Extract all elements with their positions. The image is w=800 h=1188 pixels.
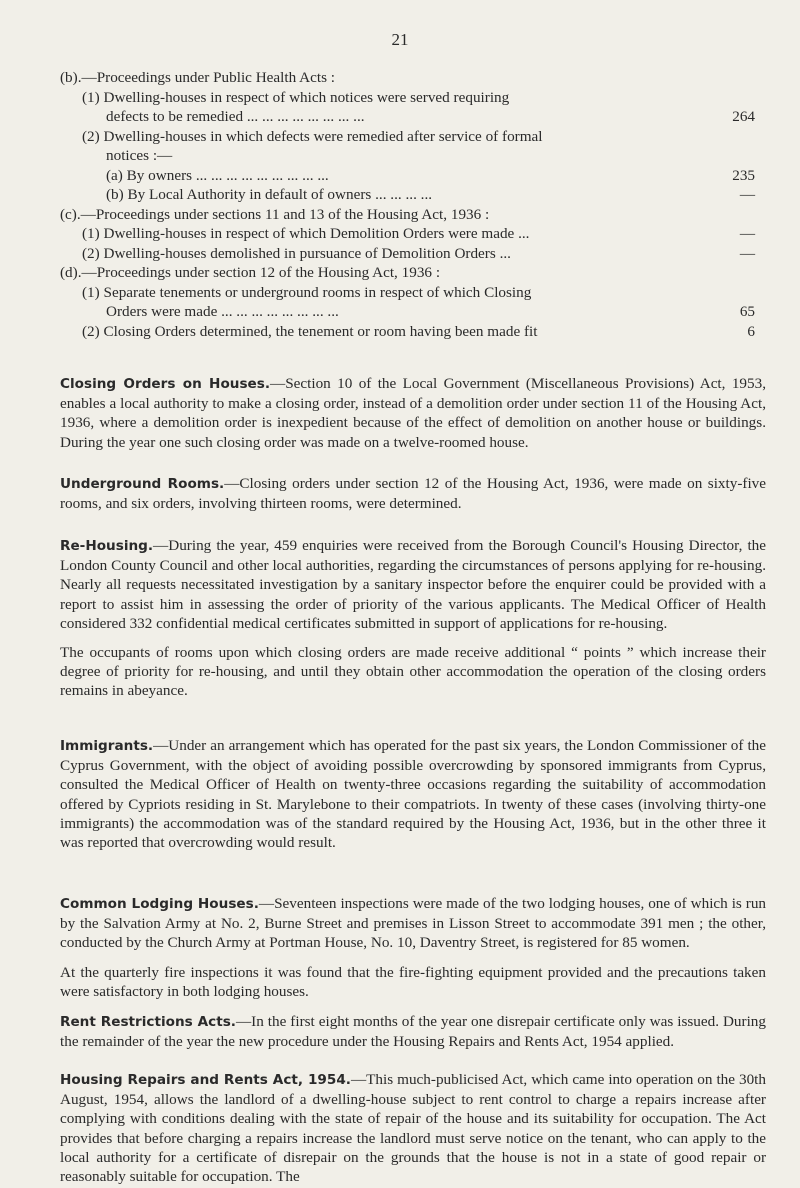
proceedings-line	[60, 283, 755, 303]
paragraph	[60, 374, 766, 452]
section-heading: Common Lodging Houses.	[60, 896, 259, 912]
line-value: 6	[747, 322, 755, 340]
line-text: (2) Dwelling-houses in which defects were remedied after service of formal	[82, 127, 543, 145]
section-heading: Housing Repairs and Rents Act, 1954.	[60, 1072, 351, 1088]
section-heading: Re-Housing.	[60, 538, 154, 554]
proceedings-line	[60, 68, 755, 88]
section-housing-repairs-act	[60, 1070, 766, 1186]
proceedings-line	[60, 185, 755, 205]
line-text: (1) Separate tenements or underground rooms in respect of which Closing	[82, 283, 532, 301]
section-heading: Underground Rooms.	[60, 476, 225, 492]
section-heading: Rent Restrictions Acts.	[60, 1014, 236, 1030]
paragraph	[60, 474, 766, 513]
paragraph-text: —Closing orders under section 12 of the Housing Act, 1936, were made on sixty-five rooms, and six orders, involving thirteen rooms, were determined.	[60, 475, 766, 513]
section-heading: Closing Orders on Houses.	[60, 376, 271, 392]
line-value: 235	[732, 166, 755, 184]
line-text: defects to be remedied ... ... ... ... ... ... ... ...	[106, 108, 365, 125]
line-text: notices :—	[106, 147, 173, 164]
proceedings-line	[60, 107, 755, 127]
section-heading: Immigrants.	[60, 738, 154, 754]
paragraph	[60, 736, 766, 852]
section-underground-rooms	[60, 474, 766, 513]
line-text: (2) Closing Orders determined, the tenement or room having been made fit	[82, 322, 538, 340]
line-value: —	[739, 225, 755, 242]
line-value: —	[739, 244, 755, 262]
section-rent-restrictions	[60, 1012, 766, 1051]
paragraph-text: —This much-publicised Act, which came into operation on the 30th August, 1954, allows the landlord of a dwelling-house subject to rent control to charge a repairs increase after complying with conditions dealing with the state of repair of the house and its suitability for occupation. The Act provides that before charging a repairs increase the landlord must serve notice on the tenant, who can apply to the local authority for a certificate of disrepair on the grounds that the house is not in a state of good repair or reasonably suitable for occupation. The	[60, 1071, 766, 1186]
proceedings-line	[60, 166, 755, 186]
line-text: (1) Dwelling-houses in respect of which notices were served requiring	[82, 88, 510, 106]
proceedings-line	[60, 244, 755, 264]
proceedings-line	[60, 224, 755, 244]
paragraph-text: —Under an arrangement which has operated for the past six years, the London Commissioner of the Cyprus Government, with the object of avoiding possible overcrowding by sponsored immigrants from Cyprus, consulted the Medical Officer of Health on twenty-three occasions regarding the suitability of accommodation offered by Cypriots residing in St. Marylebone to their compatriots. In twenty of these cases (involving thirty-one immigrants) the accommodation was of the standard required by the Housing Act, 1936, but in the other three it was reported that overcrowding would result.	[60, 737, 766, 852]
page-number: 21	[391, 30, 409, 49]
line-text: Orders were made ... ... ... ... ... ... ... ...	[106, 303, 339, 320]
paragraph-text: —Section 10 of the Local Government (Miscellaneous Provisions) Act, 1953, enables a local authority to make a closing order, instead of a demolition order under section 11 of the Housing Act, 1936, where a demolition order is inexpedient because of the effect of demolition on another house or buildings. During the year one such closing order was made on a twelve-roomed house.	[60, 375, 766, 451]
paragraph-text: —In the first eight months of the year one disrepair certificate only was issued. During the remainder of the year the new procedure under the Housing Repairs and Rents Act, 1954 applied.	[60, 1013, 766, 1051]
proceedings-line	[60, 205, 755, 225]
paragraph: At the quarterly fire inspections it was found that the fire-fighting equipment provided and the precautions taken were satisfactory in both lodging houses.	[60, 963, 766, 1000]
line-text: (2) Dwelling-houses demolished in pursuance of Demolition Orders ...	[82, 244, 511, 262]
line-value: 264	[732, 108, 755, 125]
paragraph	[60, 894, 766, 953]
paragraph: The occupants of rooms upon which closing orders are made receive additional “ points ” which increase their degree of priority for re-housing, and until they obtain other accommodation the operation of the closing orders remains in abeyance.	[60, 644, 766, 700]
line-text: (b).—Proceedings under Public Health Acts :	[60, 69, 336, 86]
paragraph-text: —During the year, 459 enquiries were received from the Borough Council's Housing Director, the London County Council and other local authorities, regarding the circumstances of persons applying for re-housing. Nearly all requests necessitated investigation by a sanitary inspector before the enquirer could be provided with a report to assist him in assessing the order of priority of the various applicants. The Medical Officer of Health considered 332 confidential medical certificates submitted in support of applications for re-housing.	[60, 537, 766, 632]
proceedings-line	[60, 88, 755, 108]
line-value: —	[739, 186, 755, 203]
proceedings-line	[60, 127, 755, 147]
line-text: (b) By Local Authority in default of owners ... ... ... ...	[106, 186, 433, 203]
section-re-housing	[60, 536, 766, 701]
paragraph	[60, 1012, 766, 1051]
proceedings-line	[60, 322, 755, 342]
proceedings-line	[60, 146, 755, 166]
section-common-lodging-houses	[60, 894, 766, 1001]
line-text: (d).—Proceedings under section 12 of the Housing Act, 1936 :	[60, 264, 441, 281]
proceedings-line	[60, 302, 755, 322]
paragraph-text: —Seventeen inspections were made of the two lodging houses, one of which is run by the Salvation Army at No. 2, Burne Street and premises in Lisson Street to accommodate 391 men ; the other, conducted by the Church Army at Portman House, No. 10, Daventry Street, is registered for 85 women.	[60, 895, 767, 952]
proceedings-line	[60, 263, 755, 283]
paragraph	[60, 1070, 766, 1186]
line-value: 65	[739, 303, 755, 320]
line-text: (a) By owners ... ... ... ... ... ... ... ... ...	[106, 166, 329, 184]
proceedings-list	[60, 68, 755, 341]
line-text: (c).—Proceedings under sections 11 and 13 of the Housing Act, 1936 :	[60, 205, 490, 223]
line-text: (1) Dwelling-houses in respect of which Demolition Orders were made ...	[82, 225, 530, 242]
paragraph	[60, 536, 766, 633]
section-closing-orders	[60, 374, 766, 452]
section-immigrants	[60, 736, 766, 852]
